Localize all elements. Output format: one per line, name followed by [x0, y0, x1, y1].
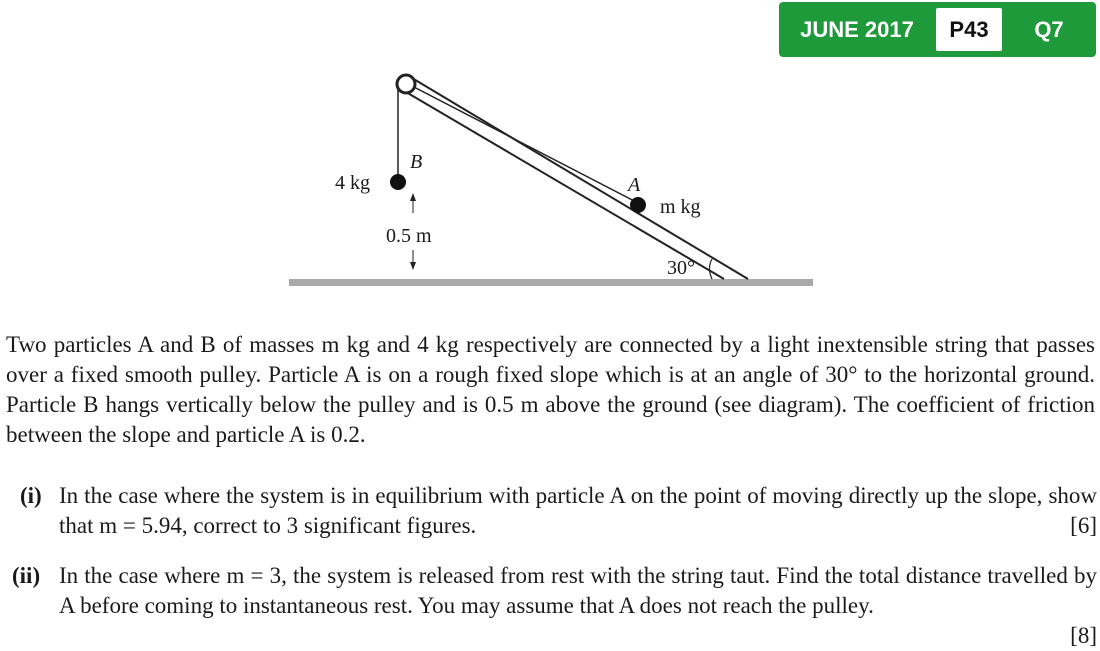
- slope-upper-edge: [412, 78, 748, 279]
- question-part-ii: [12, 561, 1097, 651]
- height-arrow-down-head: [410, 262, 416, 270]
- particle-b-label: B: [410, 151, 423, 173]
- angle-arc: [710, 259, 713, 279]
- particle-a-label: A: [628, 174, 641, 196]
- part-i-text: In the case where the system is in equilibrium with particle A on the point of moving directly up the slope, show that m = 5.94, correct to 3 significant figures.: [59, 483, 1097, 538]
- string-slope-segment: [412, 86, 641, 203]
- part-ii-marks: [8]: [1070, 623, 1097, 648]
- part-ii-text: In the case where m = 3, the system is released from rest with the string taut. Find the total distance travelled by A before coming to instantaneous rest. You may assume that A does not reach the pulley.: [59, 563, 1097, 618]
- part-ii-number: (ii): [12, 563, 41, 588]
- angle-label: 30°: [667, 257, 695, 279]
- exam-session-label: JUNE 2017: [800, 17, 914, 42]
- height-label: 0.5 m: [386, 225, 432, 247]
- particle-a: [630, 197, 646, 213]
- question-intro: Two particles A and B of masses m kg and 4 kg respectively are connected by a light inextensible string that passes over a fixed smooth pulley. Particle A is on a rough fixed slope which is at an angle of 30° to the horizontal ground. Particle B hangs vertically below the pulley and is 0.5 m above the ground (see diagram). The coefficient of friction between the slope and particle A is 0.2.: [6, 332, 1095, 447]
- mass-a-label: m kg: [660, 196, 701, 218]
- slope-lower-edge: [406, 92, 724, 279]
- mass-b-label: 4 kg: [335, 172, 370, 194]
- part-i-number: (i): [20, 483, 42, 508]
- question-number-label: Q7: [1034, 17, 1064, 42]
- paper-code-label: P43: [936, 8, 1002, 51]
- question-part-i: [20, 481, 1097, 541]
- ground-line: [289, 279, 813, 286]
- height-arrow-up-head: [410, 193, 416, 201]
- particle-b: [390, 174, 406, 190]
- pulley: [397, 75, 415, 93]
- part-i-marks: [6]: [1070, 513, 1097, 538]
